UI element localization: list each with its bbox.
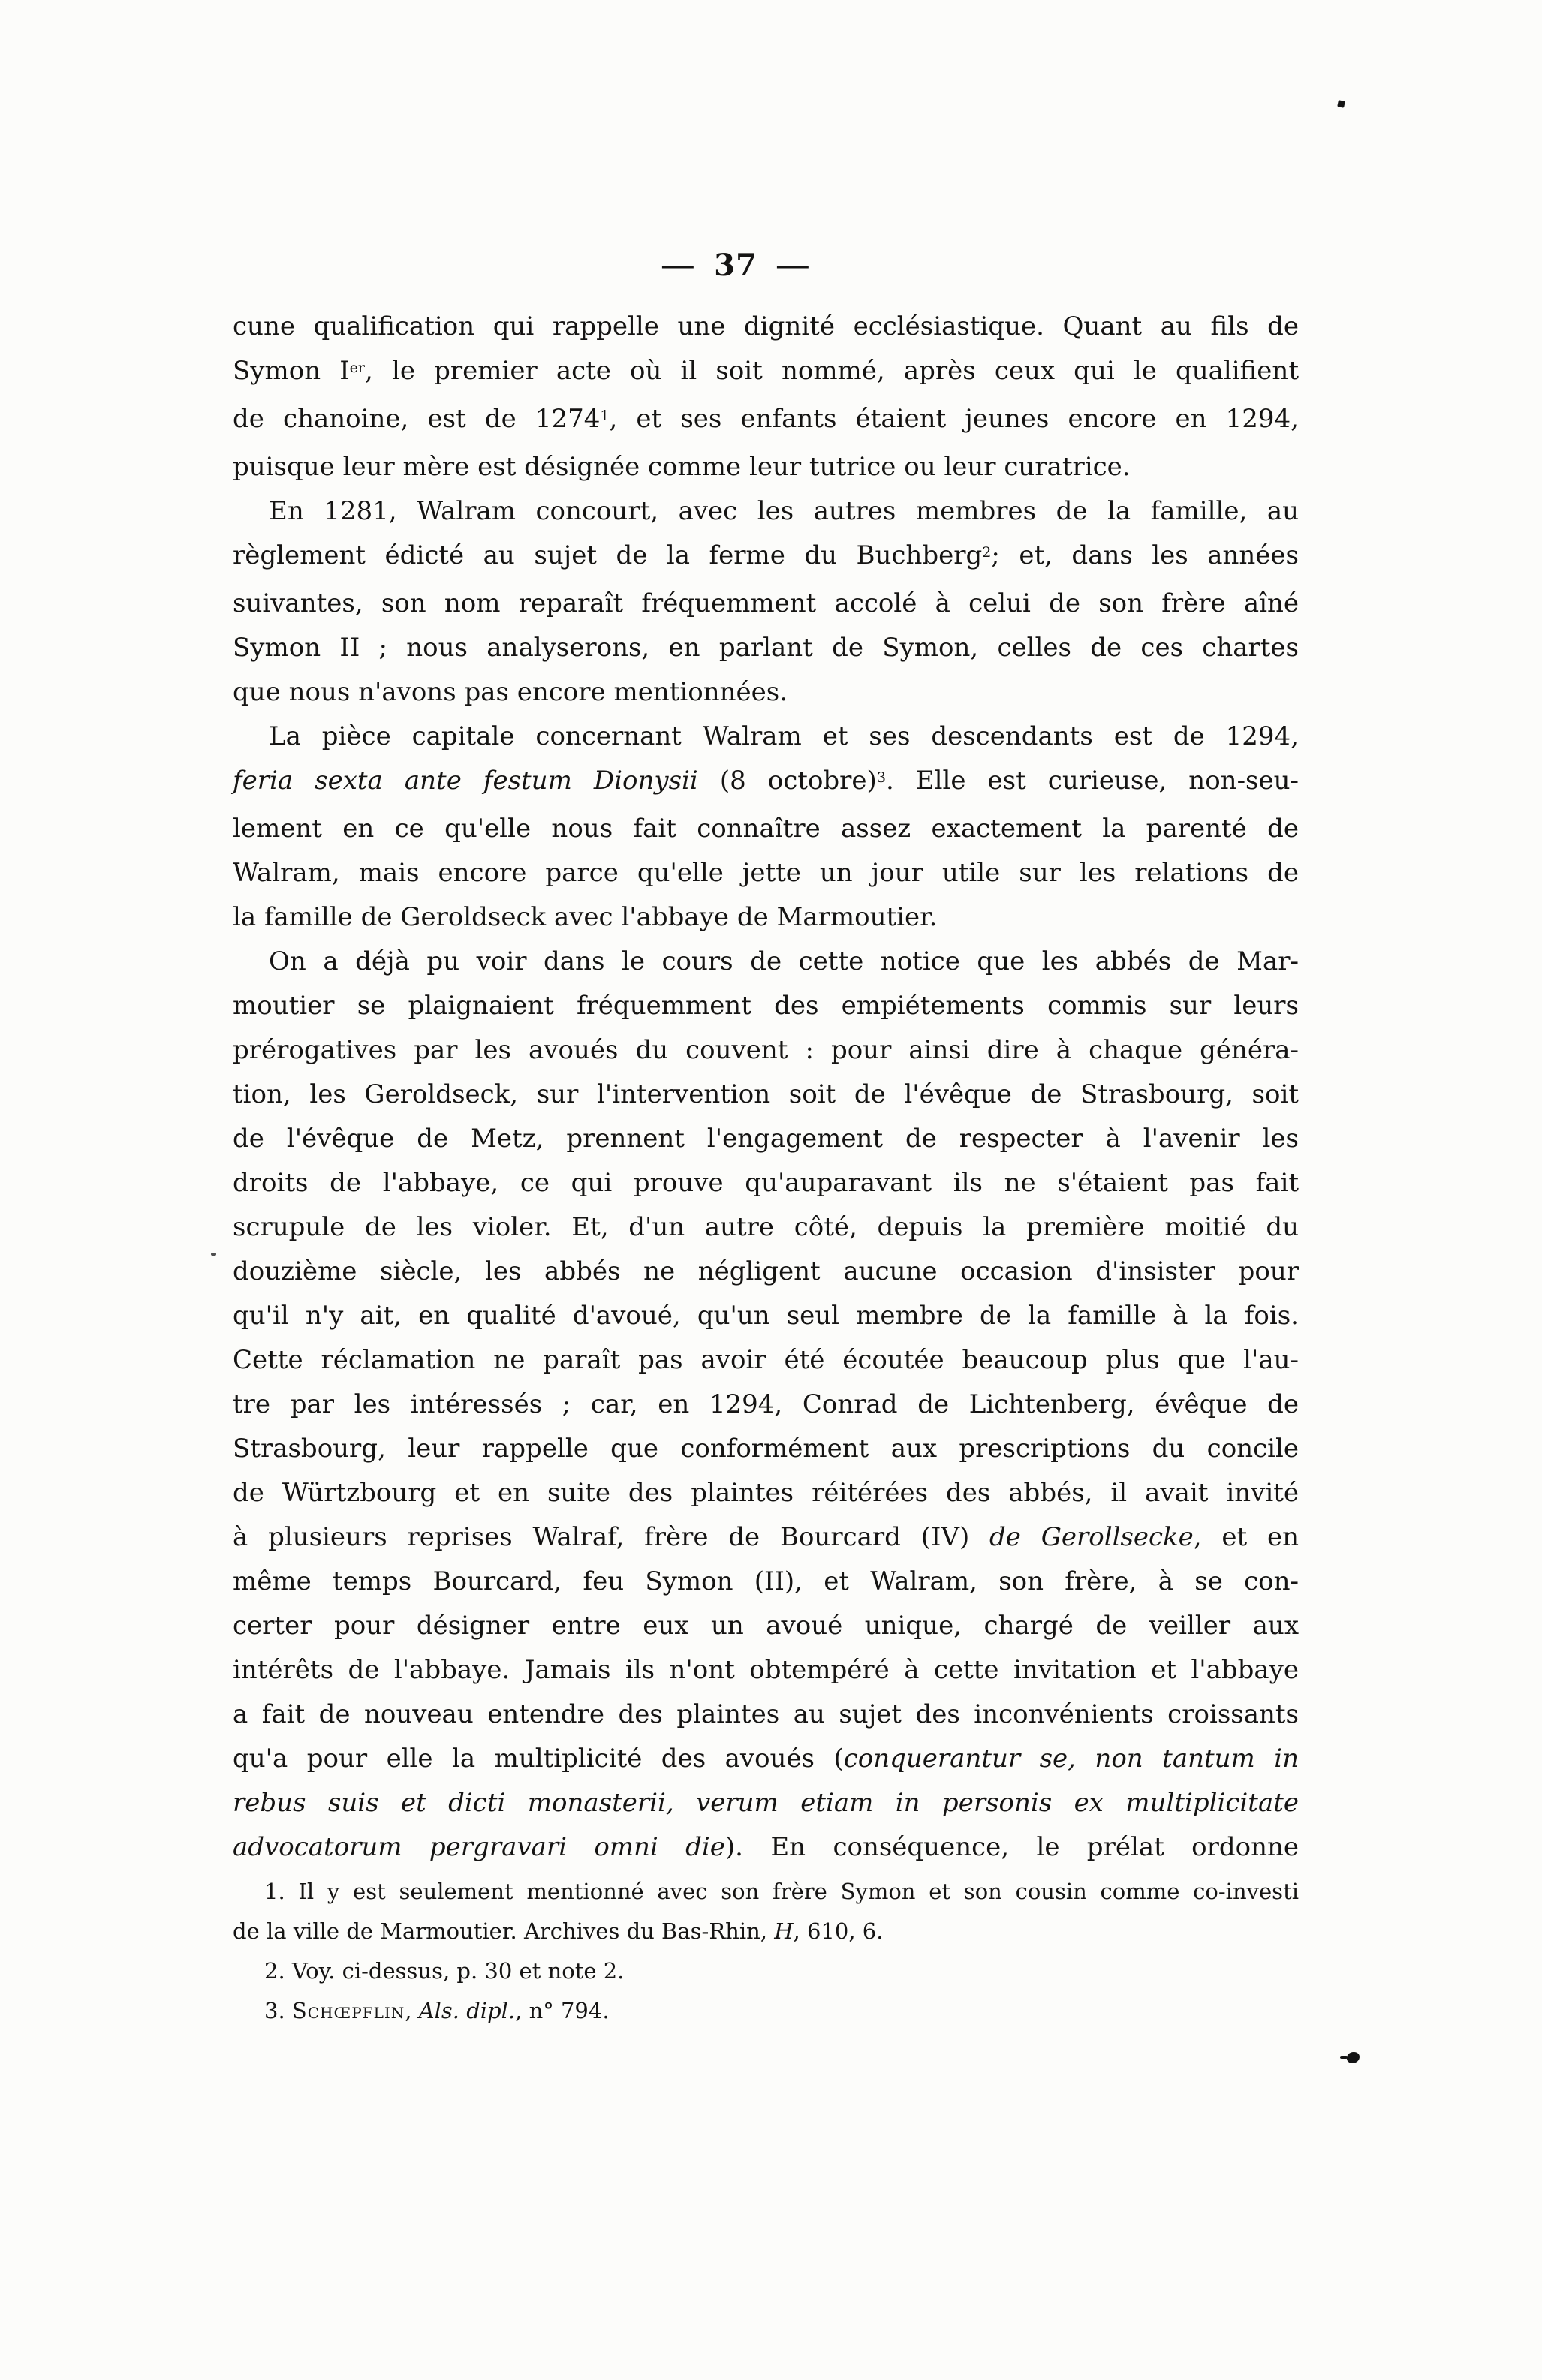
text-segment: , n° 794. xyxy=(515,1998,610,2023)
text-segment: Cette réclamation ne paraît pas avoir été écoutée beaucoup plus que l'au- xyxy=(233,1345,1299,1375)
page-header xyxy=(203,248,1269,283)
body-text-line xyxy=(233,1515,1299,1560)
footnote-ref: 1 xyxy=(600,407,610,424)
text-segment: droits de l'abbaye, ce qui prouve qu'auparavant ils ne s'étaient pas fait xyxy=(233,1168,1299,1198)
body-text-line xyxy=(233,1250,1299,1294)
italic-segment: H xyxy=(774,1918,794,1944)
body-text-line xyxy=(233,534,1299,582)
smallcaps-segment: Schœpflin xyxy=(291,1998,405,2023)
ink-blot-bottom-right xyxy=(1347,2052,1360,2063)
body-text-block xyxy=(233,305,1299,1870)
body-text-line xyxy=(233,1161,1299,1205)
body-text-line xyxy=(233,1294,1299,1338)
text-segment: ; et, dans les années xyxy=(991,540,1299,570)
text-segment: Symon I xyxy=(233,356,350,386)
body-text-line xyxy=(233,1427,1299,1471)
footnote-ref: 3 xyxy=(876,769,886,786)
paragraph xyxy=(233,305,1299,489)
paragraph xyxy=(233,1951,1299,1991)
body-text-line xyxy=(233,349,1299,397)
text-segment: tion, les Geroldseck, sur l'intervention soit de l'évêque de Strasbourg, soit xyxy=(233,1079,1299,1109)
body-text-line xyxy=(233,305,1299,349)
text-segment: certer pour désigner entre eux un avoué unique, chargé de veiller aux xyxy=(233,1611,1299,1641)
text-segment: suivantes, son nom reparaît fréquemment accolé à celui de son frère aîné xyxy=(233,588,1299,618)
text-segment: La pièce capitale concernant Walram et ses descendants est de 1294, xyxy=(269,721,1299,751)
text-segment: de Würtzbourg et en suite des plaintes réitérées des abbés, il avait invité xyxy=(233,1478,1299,1508)
page-number-dash-right: — xyxy=(775,248,811,283)
text-segment: a fait de nouveau entendre des plaintes au sujet des inconvénients croissants xyxy=(233,1699,1299,1729)
text-segment: puisque leur mère est désignée comme leur tutrice ou leur curatrice. xyxy=(233,452,1131,482)
italic-segment: conquerantur se, non tantum in xyxy=(843,1744,1300,1774)
italic-segment: feria sexta ante festum Dionysii xyxy=(233,766,698,796)
text-segment: la famille de Geroldseck avec l'abbaye de Marmoutier. xyxy=(233,902,938,932)
footnotes-block xyxy=(233,1872,1299,2031)
text-segment: cune qualification qui rappelle une dignité ecclésiastique. Quant au fils de xyxy=(233,311,1299,342)
text-segment: On a déjà pu voir dans le cours de cette notice que les abbés de Mar- xyxy=(269,946,1299,976)
text-segment: , xyxy=(405,1998,419,2023)
text-segment: (8 octobre) xyxy=(697,766,877,796)
text-segment: Strasbourg, leur rappelle que conformément aux prescriptions du concile xyxy=(233,1434,1299,1464)
body-text-line xyxy=(233,895,1299,940)
italic-segment: Als. dipl. xyxy=(418,1998,516,2023)
text-segment: que nous n'avons pas encore mentionnées. xyxy=(233,677,788,707)
body-text-line xyxy=(233,940,1299,984)
text-segment: intérêts de l'abbaye. Jamais ils n'ont obtempéré à cette invitation et l'abbaye xyxy=(233,1655,1299,1685)
body-text-line xyxy=(233,1028,1299,1073)
text-segment: à plusieurs reprises Walraf, frère de Bourcard (IV) xyxy=(233,1522,990,1552)
body-text-line xyxy=(233,1781,1299,1825)
body-text-line xyxy=(233,1117,1299,1161)
body-text-line xyxy=(233,759,1299,807)
text-segment: Symon II ; nous analyserons, en parlant de Symon, celles de ces chartes xyxy=(233,633,1299,663)
ink-speck-left-margin xyxy=(211,1253,216,1256)
text-segment: qu'il n'y ait, en qualité d'avoué, qu'un seul membre de la famille à la fois. xyxy=(233,1301,1299,1331)
text-segment: tre par les intéressés ; car, en 1294, Conrad de Lichtenberg, évêque de xyxy=(233,1389,1299,1419)
footnote-line xyxy=(233,1872,1299,1912)
text-segment: ). En conséquence, le prélat ordonne xyxy=(724,1832,1299,1862)
footnote-line xyxy=(233,1991,1299,2031)
page-number-dash-left: — xyxy=(661,248,697,283)
body-text-line xyxy=(233,1338,1299,1383)
body-text-line xyxy=(233,397,1299,445)
body-text-line xyxy=(233,1471,1299,1515)
body-text-line xyxy=(233,1560,1299,1604)
text-segment: moutier se plaignaient fréquemment des empiétements commis sur leurs xyxy=(233,991,1299,1021)
body-text-line xyxy=(233,1737,1299,1781)
text-segment: 3. xyxy=(264,1998,292,2023)
body-text-line xyxy=(233,489,1299,534)
text-segment: scrupule de les violer. Et, d'un autre côté, depuis la première moitié du xyxy=(233,1212,1299,1242)
body-text-line xyxy=(233,851,1299,895)
paragraph xyxy=(233,715,1299,940)
body-text-line xyxy=(233,1825,1299,1870)
body-text-line xyxy=(233,984,1299,1028)
italic-segment: advocatorum pergravari omni die xyxy=(233,1832,725,1862)
text-segment: , 610, 6. xyxy=(793,1918,884,1944)
body-text-line xyxy=(233,582,1299,626)
body-text-line xyxy=(233,1604,1299,1648)
footnote-line xyxy=(233,1951,1299,1991)
body-text-line xyxy=(233,445,1299,489)
italic-segment: rebus suis et dicti monasterii, verum etiam in personis ex multiplicitate xyxy=(233,1788,1299,1818)
text-segment: qu'a pour elle la multiplicité des avoués ( xyxy=(233,1744,844,1774)
body-text-line xyxy=(233,715,1299,759)
body-text-line xyxy=(233,626,1299,670)
footnote-line xyxy=(233,1912,1299,1951)
body-text-line xyxy=(233,1205,1299,1250)
text-segment: de chanoine, est de 1274 xyxy=(233,404,601,434)
text-segment: 1. Il y est seulement mentionné avec son frère Symon et son cousin comme co-investi xyxy=(264,1879,1299,1904)
body-text-line xyxy=(233,670,1299,715)
text-segment: Walram, mais encore parce qu'elle jette un jour utile sur les relations de xyxy=(233,858,1299,888)
text-segment: douzième siècle, les abbés ne négligent aucune occasion d'insister pour xyxy=(233,1256,1299,1286)
paragraph xyxy=(233,940,1299,1870)
paragraph xyxy=(233,1991,1299,2031)
body-text-line xyxy=(233,1073,1299,1117)
paragraph xyxy=(233,489,1299,715)
footnote-ref: er xyxy=(349,359,366,376)
text-segment: même temps Bourcard, feu Symon (II), et Walram, son frère, à se con- xyxy=(233,1566,1299,1596)
text-segment: de l'évêque de Metz, prennent l'engagement de respecter à l'avenir les xyxy=(233,1124,1299,1154)
page-number: 37 xyxy=(714,248,757,283)
text-segment: prérogatives par les avoués du couvent : pour ainsi dire à chaque généra- xyxy=(233,1035,1299,1065)
footnote-ref: 2 xyxy=(982,543,992,561)
text-segment: lement en ce qu'elle nous fait connaître assez exactement la parenté de xyxy=(233,814,1299,844)
text-segment: , et en xyxy=(1193,1522,1299,1552)
text-segment: 2. Voy. ci-dessus, p. 30 et note 2. xyxy=(264,1958,625,1984)
body-text-line xyxy=(233,1383,1299,1427)
text-segment: En 1281, Walram concourt, avec les autres membres de la famille, au xyxy=(269,496,1299,526)
text-segment: , le premier acte où il soit nommé, après ceux qui le qualifient xyxy=(365,356,1299,386)
paragraph xyxy=(233,1872,1299,1951)
text-segment: . Elle est curieuse, non-seu- xyxy=(885,766,1300,796)
body-text-line xyxy=(233,1648,1299,1692)
text-segment: règlement édicté au sujet de la ferme du Buchberg xyxy=(233,540,983,570)
body-text-line xyxy=(233,1692,1299,1737)
ink-speck-top-right xyxy=(1337,100,1345,108)
text-segment: , et ses enfants étaient jeunes encore en 1294, xyxy=(609,404,1299,434)
italic-segment: de Gerollsecke xyxy=(989,1522,1194,1552)
body-text-line xyxy=(233,807,1299,851)
text-segment: de la ville de Marmoutier. Archives du Bas-Rhin, xyxy=(233,1918,775,1944)
